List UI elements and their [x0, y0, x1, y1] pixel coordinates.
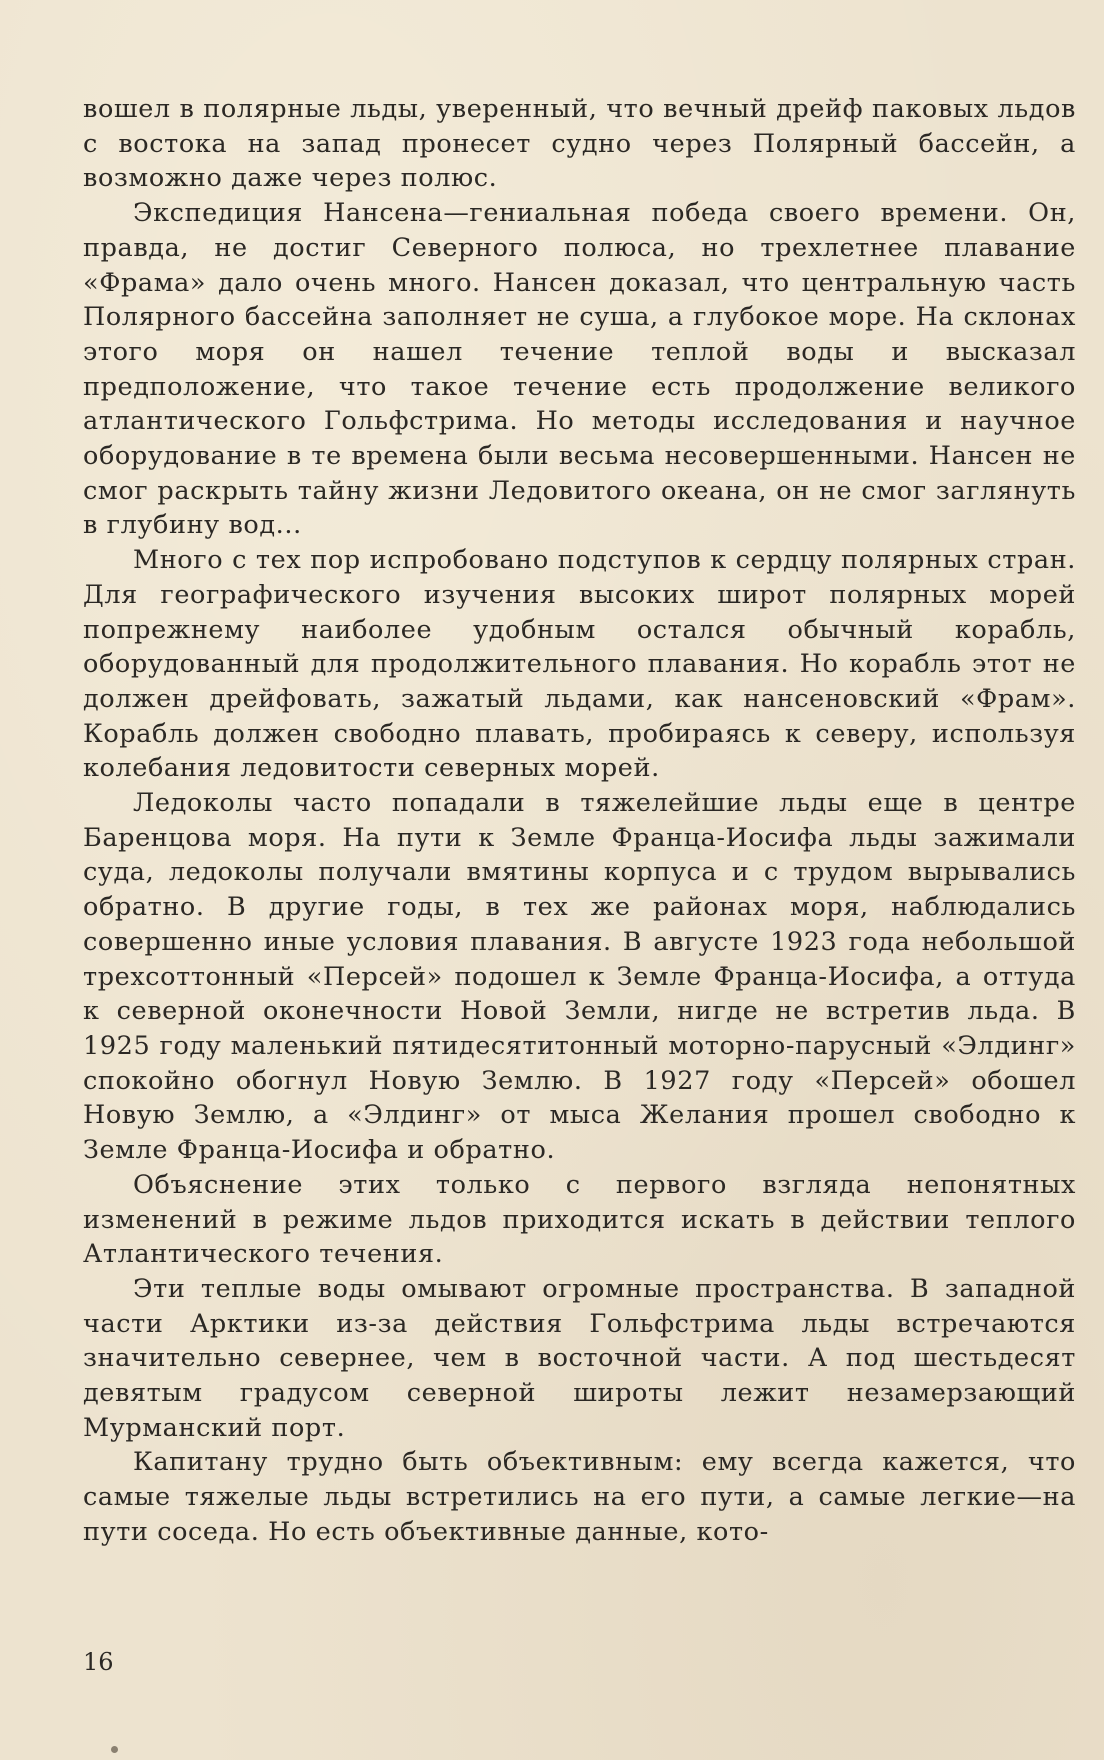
paragraph-3: Много с тех пор испробовано подступов к сердцу полярных стран. Для географического изучения высоких широт полярных морей попрежнему наиболее удобным остался обычный корабль, оборудованный для продолжительного плавания. Но корабль этот не должен дрейфовать, зажатый льдами, как нансеновский «Фрам». Корабль должен свободно плавать, пробираясь к северу, используя колебания ледовитости северных морей.	[83, 545, 1076, 784]
page-number: 16	[83, 1648, 114, 1676]
paragraph-2: Экспедиция Нансена—гениальная победа своего времени. Он, правда, не достиг Северного полюса, но трехлетнее плавание «Фрама» дало очень много. Нансен доказал, что центральную часть Полярного бассейна заполняет не суша, а глубокое море. На склонах этого моря он нашел течение теплой воды и высказал предположение, что такое течение есть продолжение великого атлантического Гольфстрима. Но методы исследования и научное оборудование в те времена были весьма несовершенными. Нансен не смог раскрыть тайну жизни Ледовитого океана, он не смог заглянуть в глубину вод...	[83, 198, 1076, 541]
ink-speck	[111, 1746, 118, 1753]
paragraph-4: Ледоколы часто попадали в тяжелейшие льды еще в центре Баренцова моря. На пути к Земле Франца-Иосифа льды зажимали суда, ледоколы получали вмятины корпуса и с трудом вырывались обратно. В другие годы, в тех же районах моря, наблюдались совершенно иные условия плавания. В августе 1923 года небольшой трехсоттонный «Персей» подошел к Земле Франца-Иосифа, а оттуда к северной оконечности Новой Земли, нигде не встретив льда. В 1925 году маленький пятидесятитонный моторно-парусный «Элдинг» спокойно обогнул Новую Землю. В 1927 году «Персей» обошел Новую Землю, а «Элдинг» от мыса Желания прошел свободно к Земле Франца-Иосифа и обратно.	[83, 788, 1076, 1166]
paragraph-5: Объяснение этих только с первого взгляда непонятных изменений в режиме льдов приходится искать в действии теплого Атлантического течения.	[83, 1169, 1076, 1270]
body-text	[83, 92, 1076, 1550]
paragraph-7: Капитану трудно быть объективным: ему всегда кажется, что самые тяжелые льды встретились на его пути, а самые легкие—на пути соседа. Но есть объективные данные, кото-	[83, 1447, 1076, 1547]
paragraph-6: Эти теплые воды омывают огромные пространства. В западной части Арктики из-за действия Гольфстрима льды встречаются значительно севернее, чем в восточной части. А под шестьдесят девятым градусом северной широты лежит незамерзающий Мурманский порт.	[83, 1273, 1076, 1443]
paragraph-1: вошел в полярные льды, уверенный, что вечный дрейф паковых льдов с востока на запад пронесет судно через Полярный бассейн, а возможно даже через полюс.	[83, 94, 1076, 194]
